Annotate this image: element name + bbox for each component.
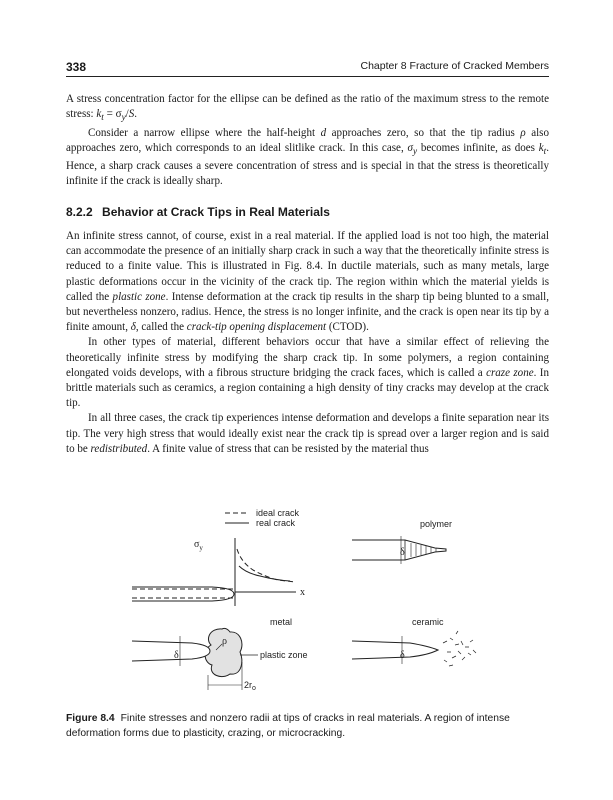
polymer-delta: δ	[400, 547, 405, 558]
section-paragraph-1: An infinite stress cannot, of course, exist in a real material. If the applied load is not too high, the material can accommodate the presence of an initially sharp crack in such a way that the theoretically infinite stress is reduced to a finite value. This is illustrated in Fig. 8.4. In ductile materials, such as many metals, large plastic deformations occur in the vicinity of the crack tip. The region within which the material yields is called the plastic zone. Intense deformation at the crack tip results in the sharp tip being blunted to a small, but nevertheless nonzero, radius. Hence, the stress is no longer infinite, and the crack is open near its tip by a finite amount, δ, called the crack-tip opening displacement (CTOD).	[66, 230, 550, 334]
intro-text	[66, 92, 549, 190]
section-heading	[66, 205, 549, 219]
intro-paragraph-2: Consider a narrow ellipse where the half-height d approaches zero, so that the tip radius ρ also approaches zero, which corresponds to an ideal slitlike crack. In this case, $\sigma_y$ becomes infinite, as does $k_t$. Hence, a sharp crack causes a severe concentration of stress and is special in that the stress is theoretically infinite if the crack is ideally sharp.	[66, 126, 549, 188]
stress-panel	[132, 538, 305, 606]
section-title: Behavior at Crack Tips in Real Materials	[102, 205, 330, 219]
metal-crack	[132, 641, 210, 661]
figure-8-4	[110, 500, 530, 705]
running-head	[66, 58, 549, 76]
ceramic-panel	[352, 617, 476, 666]
metal-label: metal	[270, 617, 293, 627]
figure-diagram	[110, 500, 530, 705]
legend-ideal-crack: ideal crack	[256, 508, 300, 518]
header-rule	[66, 76, 549, 77]
ceramic-delta: δ	[400, 650, 405, 661]
polymer-panel	[352, 519, 452, 564]
polymer-label: polymer	[420, 519, 453, 529]
section-number: 8.2.2	[66, 205, 93, 219]
ceramic-label: ceramic	[412, 617, 444, 627]
section-paragraph-3: In all three cases, the crack tip experiences intense deformation and develops a finite separation near its tip. The very high stress that would ideally exist near the crack tip is spread over a larger region and is said to be redistributed. A finite value of stress that can be resisted by the material thus	[66, 412, 549, 455]
ceramic-crack	[352, 641, 438, 659]
microcracks	[443, 631, 476, 666]
figure-legend	[225, 508, 300, 528]
real-stress-curve	[239, 566, 290, 581]
page-number: 338	[66, 60, 87, 74]
intro-paragraph-1: A stress concentration factor for the ellipse can be defined as the ratio of the maximum stress to the remote stress: $k_t = \sigma_y/S$.	[66, 93, 549, 123]
caption-text: Finite stresses and nonzero radii at tips of cracks in real materials. A region of intense deformation forms due to plasticity, crazing, or microcracking.	[66, 713, 510, 739]
metal-rho: ρ	[222, 636, 227, 647]
section-text	[66, 229, 549, 457]
section-paragraph-2: In other types of material, different behaviors occur that have a similar effect of relieving the theoretically infinite stress by modifying the sharp crack tip. In some polymers, a region containing elongated voids develops, with a fibrous structure bridging the crack faces, which is called a craze zone. In brittle materials such as ceramics, a region containing a high density of tiny cracks may develop at the crack tip.	[66, 336, 549, 410]
polymer-crack	[352, 540, 446, 560]
metal-delta: δ	[174, 650, 179, 661]
plastic-zone-label: plastic zone	[260, 650, 308, 660]
figure-caption	[66, 712, 549, 741]
x-axis-label: x	[300, 587, 305, 598]
caption-label: Figure 8.4	[66, 713, 115, 724]
stress-axis-label: $\sigma_y$	[194, 539, 203, 552]
legend-real-crack: real crack	[256, 518, 296, 528]
2r-label: $2r_o$	[244, 680, 256, 692]
metal-panel	[132, 617, 308, 692]
chapter-title: Chapter 8 Fracture of Cracked Members	[360, 60, 549, 72]
